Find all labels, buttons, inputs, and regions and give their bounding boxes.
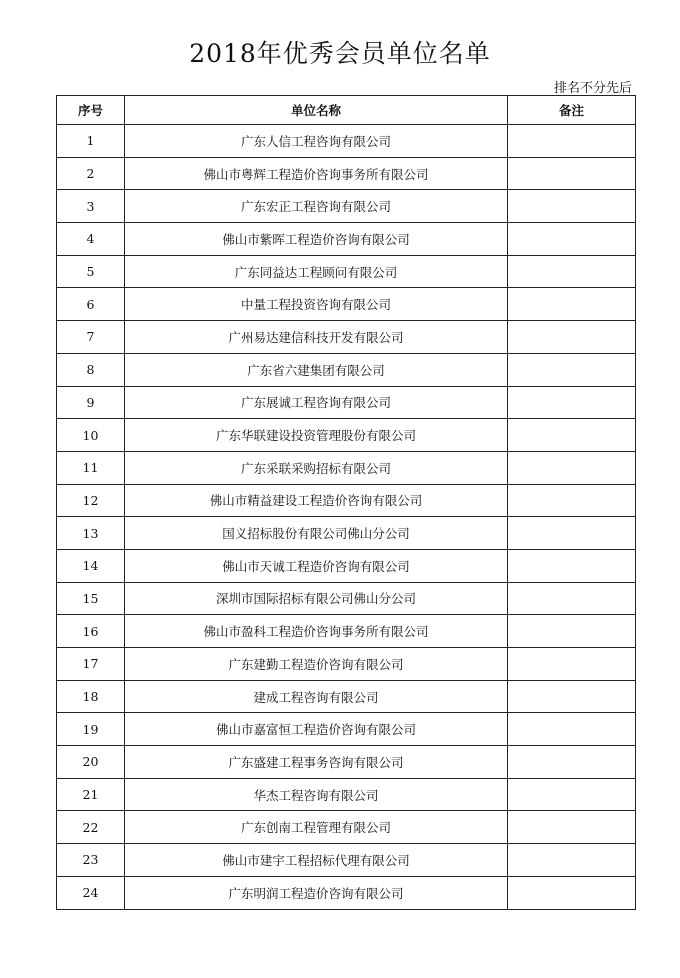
cell-unit-name: 广东建勤工程造价咨询有限公司: [125, 648, 508, 681]
cell-remark: [508, 157, 636, 190]
cell-serial-number: 10: [57, 419, 125, 452]
cell-serial-number: 2: [57, 157, 125, 190]
cell-serial-number: 24: [57, 876, 125, 909]
cell-serial-number: 20: [57, 746, 125, 779]
table-row: [57, 223, 636, 256]
ranking-note: 排名不分先后: [553, 81, 632, 96]
table-row: [57, 190, 636, 223]
cell-unit-name: 中量工程投资咨询有限公司: [125, 288, 508, 321]
cell-unit-name: 佛山市紫晖工程造价咨询有限公司: [125, 223, 508, 256]
table-row: [57, 386, 636, 419]
cell-unit-name: 佛山市盈科工程造价咨询事务所有限公司: [125, 615, 508, 648]
table-row: [57, 255, 636, 288]
cell-serial-number: 13: [57, 517, 125, 550]
cell-serial-number: 8: [57, 353, 125, 386]
table-row: [57, 321, 636, 354]
cell-serial-number: 4: [57, 223, 125, 256]
cell-serial-number: 12: [57, 484, 125, 517]
table-row: [57, 419, 636, 452]
cell-serial-number: 23: [57, 844, 125, 877]
cell-remark: [508, 419, 636, 452]
cell-remark: [508, 451, 636, 484]
table-row: [57, 484, 636, 517]
cell-unit-name: 深圳市国际招标有限公司佛山分公司: [125, 582, 508, 615]
table-row: [57, 680, 636, 713]
cell-remark: [508, 386, 636, 419]
cell-unit-name: 佛山市粤辉工程造价咨询事务所有限公司: [125, 157, 508, 190]
table-row: [57, 451, 636, 484]
cell-remark: [508, 223, 636, 256]
table-row: [57, 549, 636, 582]
table-row: [57, 582, 636, 615]
cell-serial-number: 5: [57, 255, 125, 288]
cell-unit-name: 广东明润工程造价咨询有限公司: [125, 876, 508, 909]
cell-serial-number: 19: [57, 713, 125, 746]
cell-serial-number: 7: [57, 321, 125, 354]
cell-remark: [508, 876, 636, 909]
cell-serial-number: 11: [57, 451, 125, 484]
cell-remark: [508, 680, 636, 713]
document-title: 2018年优秀会员单位名单: [189, 39, 491, 68]
cell-remark: [508, 549, 636, 582]
cell-unit-name: 佛山市精益建设工程造价咨询有限公司: [125, 484, 508, 517]
table-row: [57, 811, 636, 844]
cell-remark: [508, 648, 636, 681]
table-body: [57, 125, 636, 910]
cell-unit-name: 广东华联建设投资管理股份有限公司: [125, 419, 508, 452]
cell-unit-name: 广州易达建信科技开发有限公司: [125, 321, 508, 354]
cell-remark: [508, 844, 636, 877]
cell-serial-number: 18: [57, 680, 125, 713]
cell-remark: [508, 288, 636, 321]
cell-unit-name: 广东宏正工程咨询有限公司: [125, 190, 508, 223]
cell-serial-number: 1: [57, 125, 125, 158]
cell-unit-name: 华杰工程咨询有限公司: [125, 778, 508, 811]
cell-unit-name: 建成工程咨询有限公司: [125, 680, 508, 713]
table-header: [57, 96, 636, 125]
cell-unit-name: 广东采联采购招标有限公司: [125, 451, 508, 484]
cell-remark: [508, 125, 636, 158]
cell-unit-name: 广东省六建集团有限公司: [125, 353, 508, 386]
cell-serial-number: 17: [57, 648, 125, 681]
cell-remark: [508, 582, 636, 615]
cell-serial-number: 6: [57, 288, 125, 321]
cell-remark: [508, 778, 636, 811]
cell-remark: [508, 484, 636, 517]
cell-serial-number: 21: [57, 778, 125, 811]
table-row: [57, 844, 636, 877]
cell-serial-number: 22: [57, 811, 125, 844]
header-serial-number: 序号: [57, 96, 125, 125]
cell-remark: [508, 255, 636, 288]
cell-unit-name: 国义招标股份有限公司佛山分公司: [125, 517, 508, 550]
table-row: [57, 615, 636, 648]
table-row: [57, 713, 636, 746]
table-row: [57, 746, 636, 779]
cell-unit-name: 广东人信工程咨询有限公司: [125, 125, 508, 158]
cell-remark: [508, 517, 636, 550]
table-row: [57, 778, 636, 811]
cell-unit-name: 佛山市建宇工程招标代理有限公司: [125, 844, 508, 877]
cell-remark: [508, 713, 636, 746]
header-unit-name: 单位名称: [125, 96, 508, 125]
table-row: [57, 517, 636, 550]
cell-remark: [508, 321, 636, 354]
cell-remark: [508, 615, 636, 648]
cell-unit-name: 佛山市天诚工程造价咨询有限公司: [125, 549, 508, 582]
cell-unit-name: 广东盛建工程事务咨询有限公司: [125, 746, 508, 779]
table-row: [57, 157, 636, 190]
cell-remark: [508, 190, 636, 223]
cell-serial-number: 9: [57, 386, 125, 419]
cell-unit-name: 广东同益达工程顾问有限公司: [125, 255, 508, 288]
cell-serial-number: 15: [57, 582, 125, 615]
member-table: [56, 95, 636, 910]
table-row: [57, 876, 636, 909]
cell-unit-name: 广东展诚工程咨询有限公司: [125, 386, 508, 419]
cell-remark: [508, 746, 636, 779]
cell-remark: [508, 353, 636, 386]
cell-serial-number: 16: [57, 615, 125, 648]
header-row: [57, 96, 636, 125]
cell-serial-number: 3: [57, 190, 125, 223]
table-row: [57, 125, 636, 158]
cell-remark: [508, 811, 636, 844]
table-row: [57, 648, 636, 681]
cell-unit-name: 佛山市嘉富恒工程造价咨询有限公司: [125, 713, 508, 746]
header-remarks: 备注: [508, 96, 636, 125]
table-row: [57, 288, 636, 321]
table-row: [57, 353, 636, 386]
cell-serial-number: 14: [57, 549, 125, 582]
cell-unit-name: 广东创南工程管理有限公司: [125, 811, 508, 844]
